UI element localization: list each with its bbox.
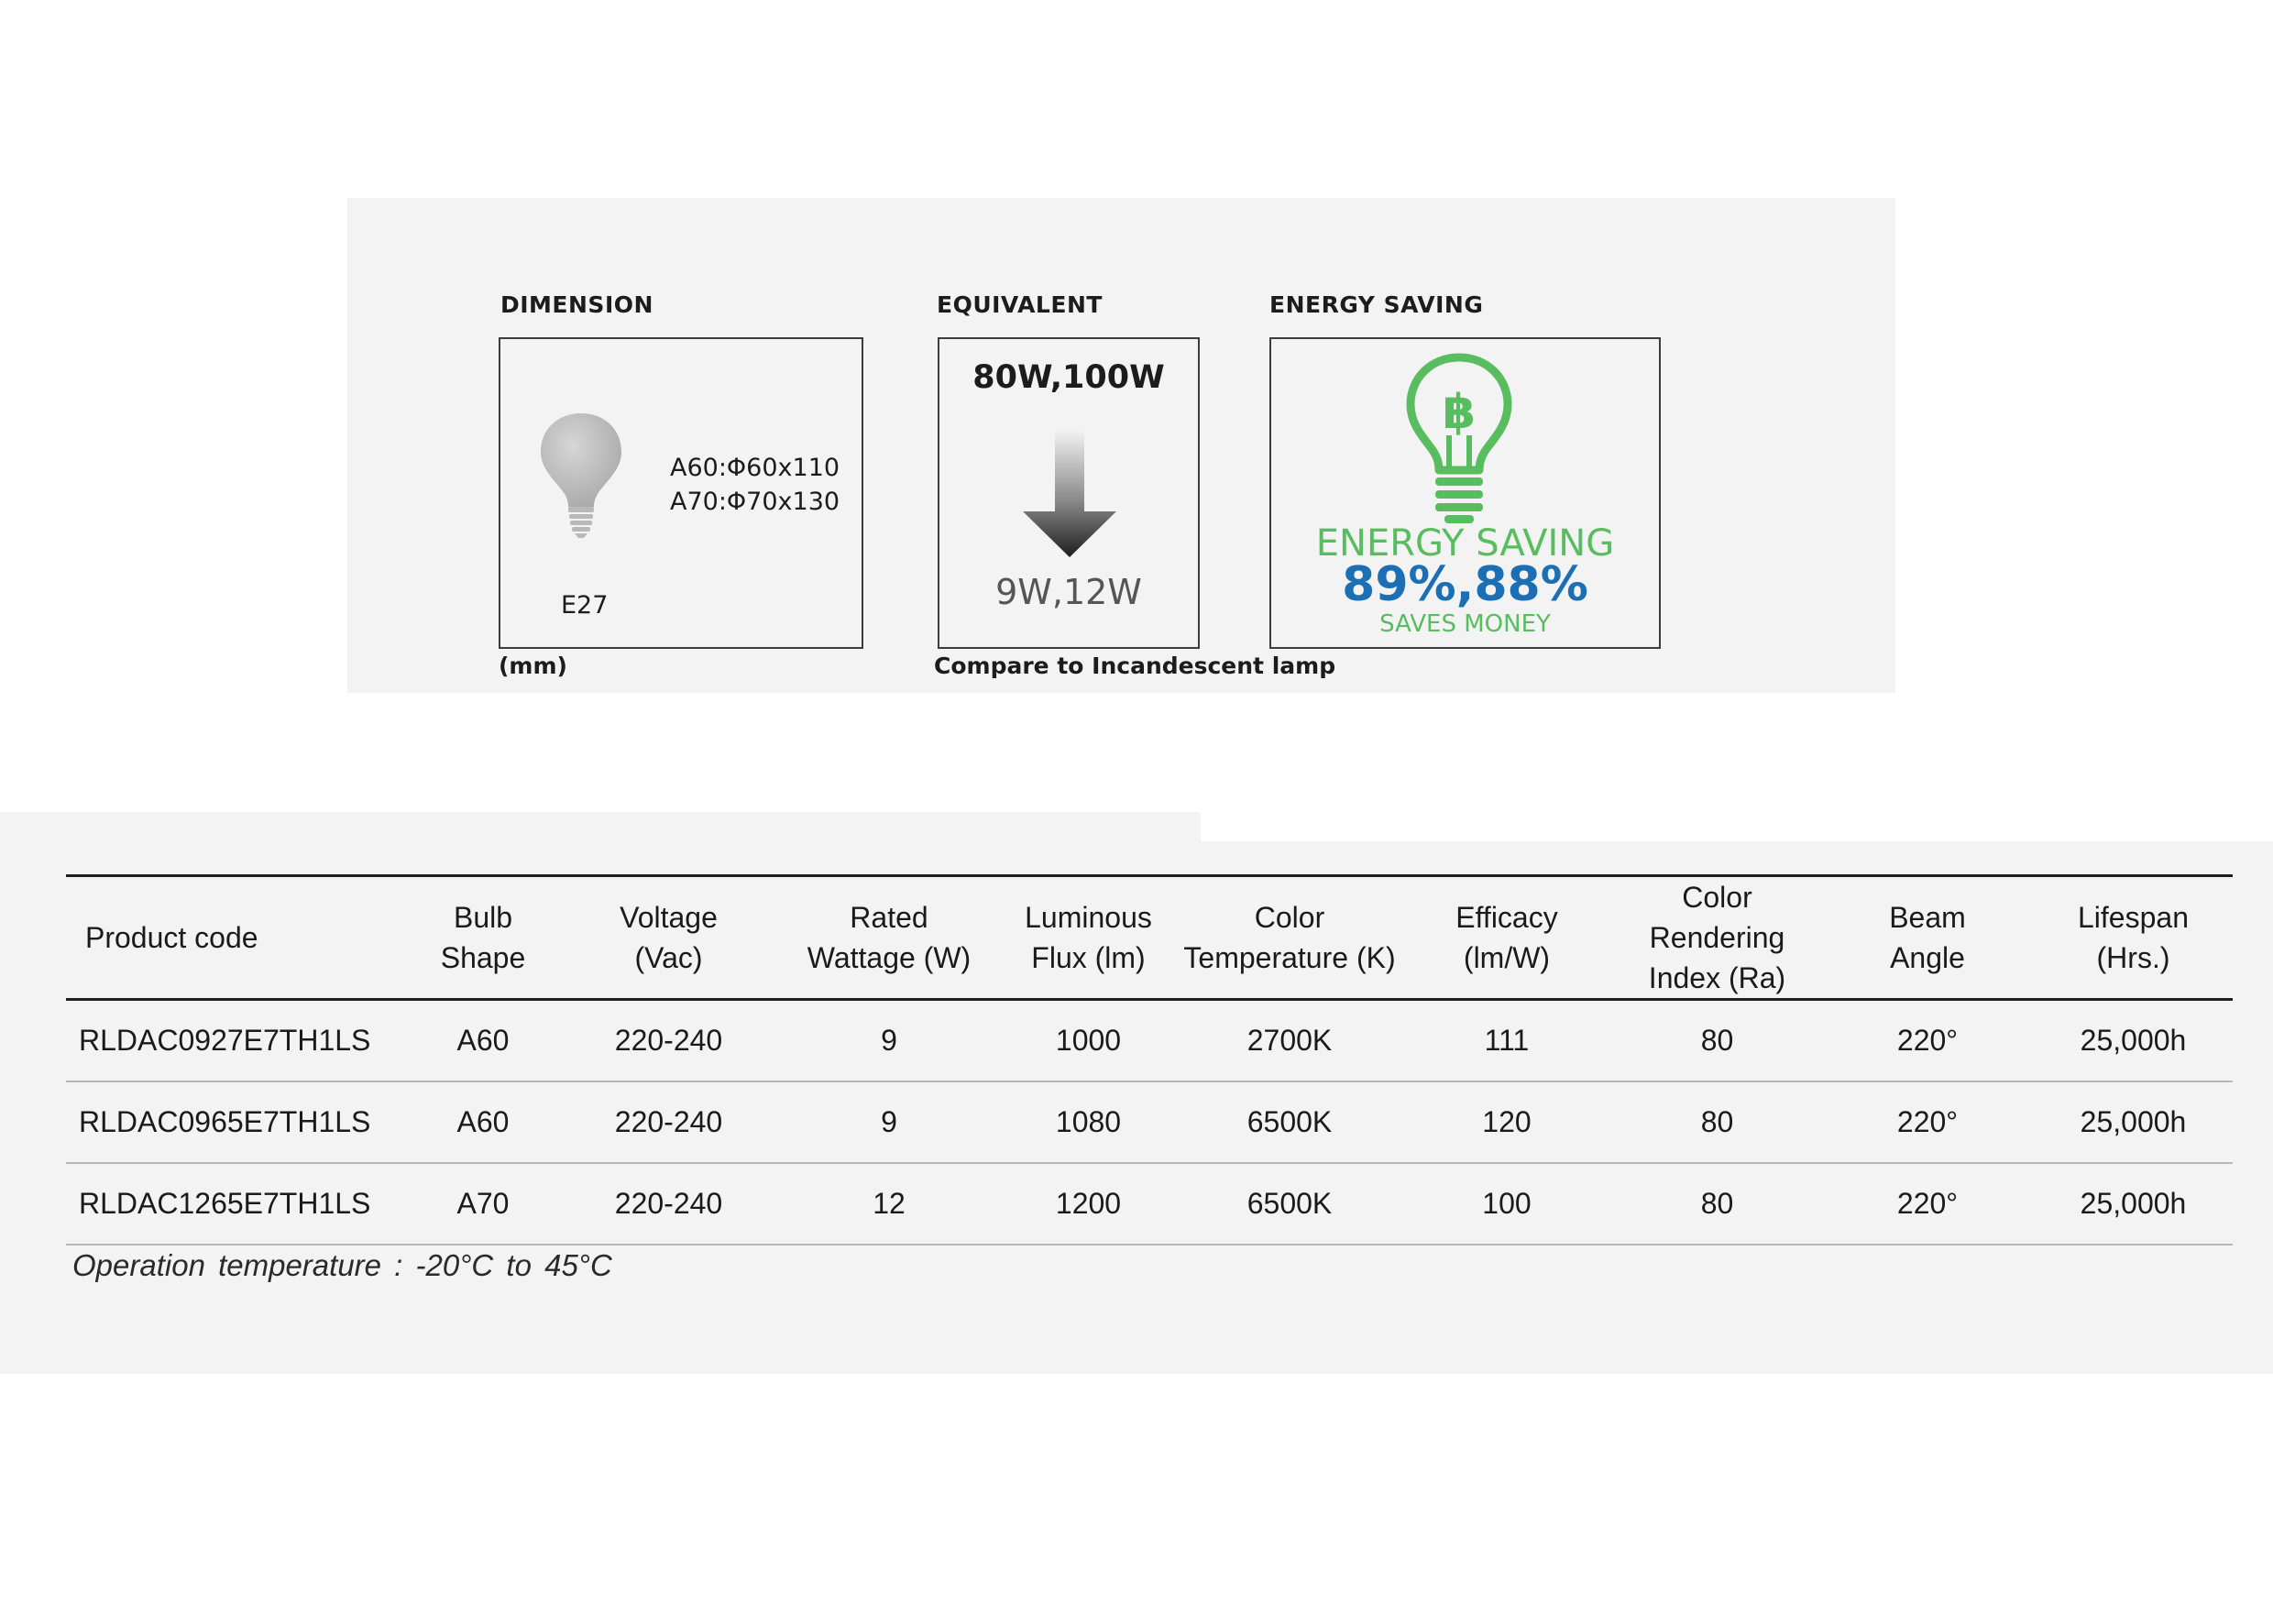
cell-color-temperature: 2700K (1179, 1000, 1400, 1082)
lightbulb-icon (1402, 351, 1516, 525)
header-beam-angle: Beam Angle (1821, 876, 2034, 1000)
table-row (66, 1000, 2233, 1082)
cell-voltage: 220-240 (557, 1081, 780, 1163)
table-header-row (66, 876, 2233, 1000)
cell-product-code: RLDAC0965E7TH1LS (66, 1081, 409, 1163)
cell-color-temperature: 6500K (1179, 1081, 1400, 1163)
cell-beam-angle: 220° (1821, 1163, 2034, 1245)
cell-lifespan: 25,000h (2034, 1000, 2233, 1082)
dimension-box (499, 337, 863, 649)
header-color-temperature: Color Temperature (K) (1179, 876, 1400, 1000)
cell-efficacy: 120 (1400, 1081, 1613, 1163)
dimension-label: DIMENSION (500, 291, 653, 318)
unit-note: (mm) (499, 653, 567, 679)
header-lifespan: Lifespan (Hrs.) (2034, 876, 2233, 1000)
header-voltage: Voltage (Vac) (557, 876, 780, 1000)
cell-cri: 80 (1613, 1000, 1821, 1082)
table-row (66, 1163, 2233, 1245)
cell-luminous-flux: 1200 (998, 1163, 1179, 1245)
base-type: E27 (561, 591, 609, 620)
spec-table (66, 874, 2233, 1245)
header-product-code: Product code (66, 876, 409, 1000)
cell-voltage: 220-240 (557, 1163, 780, 1245)
header-rated-wattage: Rated Wattage (W) (780, 876, 998, 1000)
bulb-silhouette-icon (535, 411, 627, 539)
cell-product-code: RLDAC1265E7TH1LS (66, 1163, 409, 1245)
baht-symbol: ฿ (1442, 385, 1477, 440)
cell-wattage: 9 (780, 1081, 998, 1163)
header-bulb-shape: Bulb Shape (409, 876, 557, 1000)
cell-bulb-shape: A60 (409, 1000, 557, 1082)
header-efficacy: Efficacy (lm/W) (1400, 876, 1613, 1000)
header-cri: Color Rendering Index (Ra) (1613, 876, 1821, 1000)
equivalent-from: 80W,100W (972, 359, 1165, 396)
size-a60: A60:Φ60x110 (670, 454, 840, 482)
equivalent-box (938, 337, 1200, 649)
cell-luminous-flux: 1000 (998, 1000, 1179, 1082)
cell-efficacy: 100 (1400, 1163, 1613, 1245)
energy-saving-title: ENERGY SAVING (1315, 522, 1615, 565)
operation-temperature-note: Operation temperature : -20°C to 45°C (72, 1248, 612, 1282)
table-row (66, 1081, 2233, 1163)
cell-bulb-shape: A60 (409, 1081, 557, 1163)
cell-wattage: 9 (780, 1000, 998, 1082)
energy-saving-label: ENERGY SAVING (1269, 291, 1484, 318)
cell-beam-angle: 220° (1821, 1081, 2034, 1163)
cell-cri: 80 (1613, 1163, 1821, 1245)
header-luminous-flux: Luminous Flux (lm) (998, 876, 1179, 1000)
cell-cri: 80 (1613, 1081, 1821, 1163)
cell-color-temperature: 6500K (1179, 1163, 1400, 1245)
size-a70: A70:Φ70x130 (670, 488, 840, 516)
energy-saving-percent: 89%,88% (1342, 557, 1588, 612)
cell-efficacy: 111 (1400, 1000, 1613, 1082)
cell-beam-angle: 220° (1821, 1000, 2034, 1082)
arrow-down-icon (1021, 431, 1118, 559)
energy-saving-box (1269, 337, 1661, 649)
equivalent-label: EQUIVALENT (937, 291, 1103, 318)
equivalent-to: 9W,12W (995, 572, 1142, 612)
cell-luminous-flux: 1080 (998, 1081, 1179, 1163)
cell-lifespan: 25,000h (2034, 1081, 2233, 1163)
cell-voltage: 220-240 (557, 1000, 780, 1082)
cell-lifespan: 25,000h (2034, 1163, 2233, 1245)
cell-product-code: RLDAC0927E7TH1LS (66, 1000, 409, 1082)
cell-wattage: 12 (780, 1163, 998, 1245)
saves-money-text: SAVES MONEY (1379, 610, 1551, 638)
cell-bulb-shape: A70 (409, 1163, 557, 1245)
compare-note: Compare to Incandescent lamp (934, 653, 1336, 679)
